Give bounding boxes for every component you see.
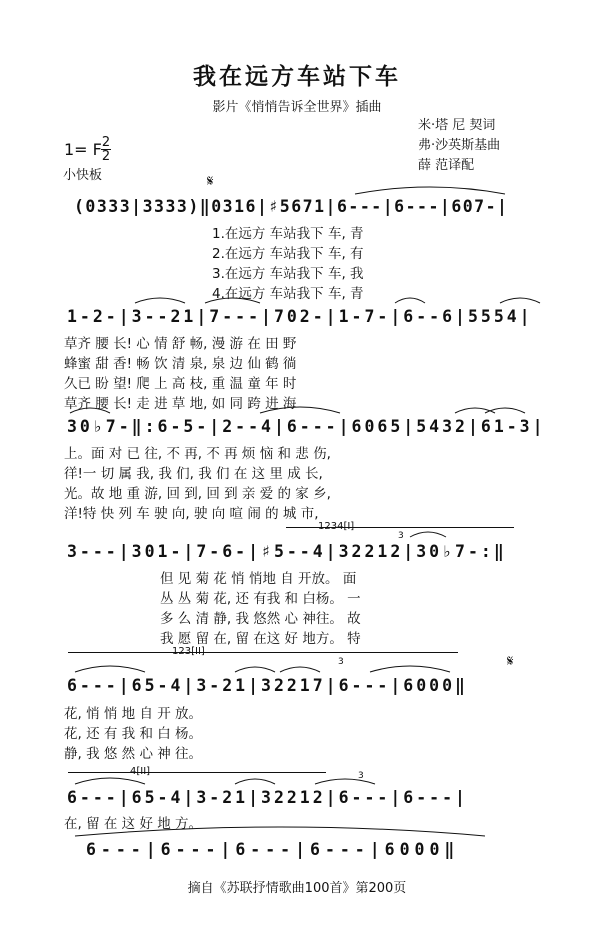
song-subtitle: 影片《悄悄告诉全世界》插曲 [212, 100, 382, 115]
slur-row-4-a [410, 532, 446, 537]
slur-row-3-a [70, 408, 110, 413]
composer-credit: 弗·沙英斯基曲 [418, 138, 501, 153]
lyrics-row-5-verse-3: 静, 我 悠 然 心 神 往。 [64, 746, 203, 762]
song-title: 我在远方车站下车 [193, 63, 401, 90]
slur-row-5-c [280, 667, 320, 672]
score-row-3-notes: 30♭7-‖:6-5-|2--4|6---|6065|5432|61-3| [67, 417, 546, 436]
triplet-row-5: 3 [338, 657, 344, 667]
lyrics-row-5-verse-1: 花, 悄 悄 地 自 开 放。 [64, 706, 203, 722]
score-row-5-notes: 6---|65-4|3-21|32217|6---|6000‖ [67, 676, 468, 695]
lyrics-row-2-verse-2: 蜂蜜 甜 香! 畅 饮 清 泉, 泉 边 仙 鹤 徜 [64, 356, 297, 372]
tie-row-1 [355, 187, 505, 194]
slur-row-3-c [455, 408, 495, 413]
slur-row-6-b [235, 779, 275, 784]
tie-row-7 [75, 827, 485, 836]
lyrics-row-3-verse-3: 光。故 地 重 游, 回 到, 回 到 亲 爱 的 家 乡, [64, 486, 331, 502]
time-signature-top: 2 [101, 135, 111, 150]
segno-sign: 𝄋 [207, 172, 214, 190]
lyrics-row-1-verse-1: 1.在远方 车站我下 车, 青 [212, 226, 364, 242]
slur-row-2-d [500, 298, 540, 303]
translator-credit: 薛 范译配 [418, 158, 475, 173]
key-signature: 1= F [64, 140, 102, 159]
lyrics-row-3-verse-2: 徉!一 切 属 我, 我 们, 我 们 在 这 里 成 长, [64, 466, 323, 482]
lyrics-row-1-verse-4: 4.在远方 车站我下 车, 青 [212, 286, 364, 302]
lyrics-row-6-verse-4: 在, 留 在 这 好 地 方。 [64, 816, 203, 832]
lyrics-row-4-verse-4: 我 愿 留 在, 留 在这 好 地方。 特 [160, 631, 361, 647]
source-note: 摘自《苏联抒情歌曲100首》第200页 [187, 881, 407, 896]
slur-row-2-a [135, 298, 185, 303]
time-signature-bottom: 2 [101, 149, 111, 164]
triplet-row-6: 3 [358, 771, 364, 781]
score-row-7-notes: 6---|6---|6---|6---|6000‖ [86, 840, 460, 859]
lyrics-row-5-verse-2: 花, 还 有 我 和 白 杨。 [64, 726, 203, 742]
score-row-2-notes: 1-2-|3--21|7---|702-|1-7-|6--6|5554| [67, 307, 533, 326]
segno-sign-return: 𝄋 [507, 652, 514, 670]
slur-row-2-b [205, 298, 260, 303]
slur-row-5-b [235, 667, 275, 672]
lyrics-row-2-verse-3: 久已 盼 望! 爬 上 高 枝, 重 温 童 年 时 [64, 376, 297, 392]
score-row-4-notes: 3---|301-|7-6-|♯5--4|32212|30♭7-:‖ [67, 542, 507, 561]
tie-row-5-d [370, 666, 450, 672]
lyricist-credit: 米·塔 尼 契词 [418, 118, 496, 133]
lyrics-row-2-verse-4: 草齐 腰 长! 走 进 草 地, 如 同 跨 进 海 [64, 396, 297, 412]
triplet-row-4: 3 [398, 531, 404, 541]
lyrics-row-4-verse-3: 多 么 清 静, 我 悠然 心 神往。 故 [160, 611, 361, 627]
lyrics-row-1-verse-3: 3.在远方 车站我下 车, 我 [212, 266, 364, 282]
score-row-1-notes: (0333|3333)‖0316|♯5671|6---|6---|607-| [74, 197, 509, 216]
lyrics-row-1-verse-2: 2.在远方 车站我下 车, 有 [212, 246, 364, 262]
tie-row-6-a [75, 778, 145, 784]
lyrics-row-3-verse-1: 上。面 对 已 往, 不 再, 不 再 烦 恼 和 悲 伤, [64, 446, 331, 462]
score-row-6-notes: 6---|65-4|3-21|32212|6---|6---| [67, 788, 468, 807]
slur-row-6-c [315, 779, 375, 784]
tempo-marking: 小快板 [63, 168, 103, 183]
lyrics-row-4-verse-1: 但 见 菊 花 悄 悄地 自 开放。 面 [160, 571, 357, 587]
lyrics-row-2-verse-1: 草齐 腰 长! 心 情 舒 畅, 漫 游 在 田 野 [64, 336, 297, 352]
slur-row-2-c [395, 298, 425, 303]
slur-row-3-d [485, 408, 525, 413]
lyrics-row-4-verse-2: 丛 丛 菊 花, 还 有我 和 白杨。 一 [160, 591, 361, 607]
slur-row-3-b [260, 407, 340, 413]
lyrics-row-3-verse-4: 洋!特 快 列 车 驶 向, 驶 向 喧 闹 的 城 市, [64, 506, 319, 522]
tie-row-5-a [75, 666, 145, 672]
